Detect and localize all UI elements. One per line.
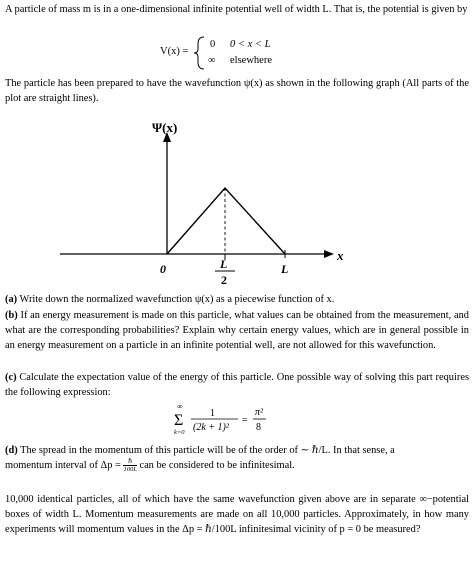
sum-den: (2k + 1)² <box>193 422 229 433</box>
part-d-frac-den: 100L <box>123 466 137 474</box>
final-text: 10,000 identical particles, all of which have the same wavefunction given above are in separate ∞−potential boxes of width L. Momentum measurements are made on all 10,000 particles. Approximately, in how many experiments will momentum values in the Δp = ℏ/100L infinitesimal vicinity of p = 0 be measured? <box>5 494 469 535</box>
case2-condition: elsewhere <box>230 55 272 66</box>
part-d <box>5 443 469 458</box>
case1-condition: 0 < x < L <box>230 39 271 50</box>
part-d-line2 <box>5 458 469 473</box>
rhs-den: 8 <box>256 422 261 433</box>
sum-equation <box>168 402 278 438</box>
part-c-text: Calculate the expectation value of the energy of this particle. One possible way of solving this part requires the following expression: <box>5 372 469 398</box>
tick-label-0: 0 <box>160 262 166 276</box>
part-a-tag: (a) <box>5 294 18 305</box>
part-b-text: If an energy measurement is made on this particle, what values can be obtained from the measurement, and what are the corresponding probabilities? Explain why certain energy values, which are in general possible in an energy measurement on a particle in an infinite potential well, are not allowed for this wavefunction. <box>5 310 469 351</box>
case2-value: ∞ <box>208 55 216 66</box>
sigma-symbol: Σ <box>174 412 184 429</box>
part-a <box>5 292 469 307</box>
intro-text: A particle of mass m is in a one-dimensional infinite potential well of width L. That is, the potential is given by <box>5 4 468 15</box>
rhs-num: π² <box>255 407 264 418</box>
part-d-tag: (d) <box>5 445 18 456</box>
wavefunction-curve <box>167 188 285 254</box>
part-b <box>5 308 469 353</box>
potential-lhs: V(x) = <box>160 46 189 57</box>
final-paragraph <box>5 492 469 537</box>
tick-label-half-den: 2 <box>221 273 227 287</box>
part-d-frac-num: ℏ <box>123 458 136 466</box>
x-axis-arrow <box>324 250 334 258</box>
y-axis-label: Ψ(x) <box>152 120 178 135</box>
part-b-tag: (b) <box>5 310 18 321</box>
part-d-text2-post: can be considered to be infinitesimal. <box>139 460 295 471</box>
prep-paragraph <box>5 76 469 106</box>
part-c-tag: (c) <box>5 372 17 383</box>
wavefunction-graph <box>0 110 474 290</box>
part-d-text2-pre: momentum interval of Δp = <box>5 460 121 471</box>
sigma-bottom: k=0 <box>174 429 185 436</box>
part-a-text: Write down the normalized wavefunction ψ(x) as a piecewise function of x. <box>19 294 335 305</box>
x-axis-label: x <box>337 248 344 263</box>
sigma-top: ∞ <box>177 402 183 411</box>
tick-label-L: L <box>281 262 289 276</box>
part-d-frac <box>123 458 136 473</box>
sum-num: 1 <box>210 408 215 419</box>
sum-equals: = <box>242 415 248 426</box>
intro-paragraph <box>5 2 469 17</box>
prep-text: The particle has been prepared to have the wavefunction ψ(x) as shown in the following graph (All parts of the plot are straight lines). <box>5 78 469 104</box>
case1-value: 0 <box>210 39 216 50</box>
part-c <box>5 370 469 400</box>
part-d-text1: The spread in the momentum of this particle will be of the order of ∼ ℏ/L. In that sense, a <box>20 445 395 456</box>
tick-label-half-num: L <box>220 257 228 271</box>
piecewise-brace <box>193 36 207 70</box>
